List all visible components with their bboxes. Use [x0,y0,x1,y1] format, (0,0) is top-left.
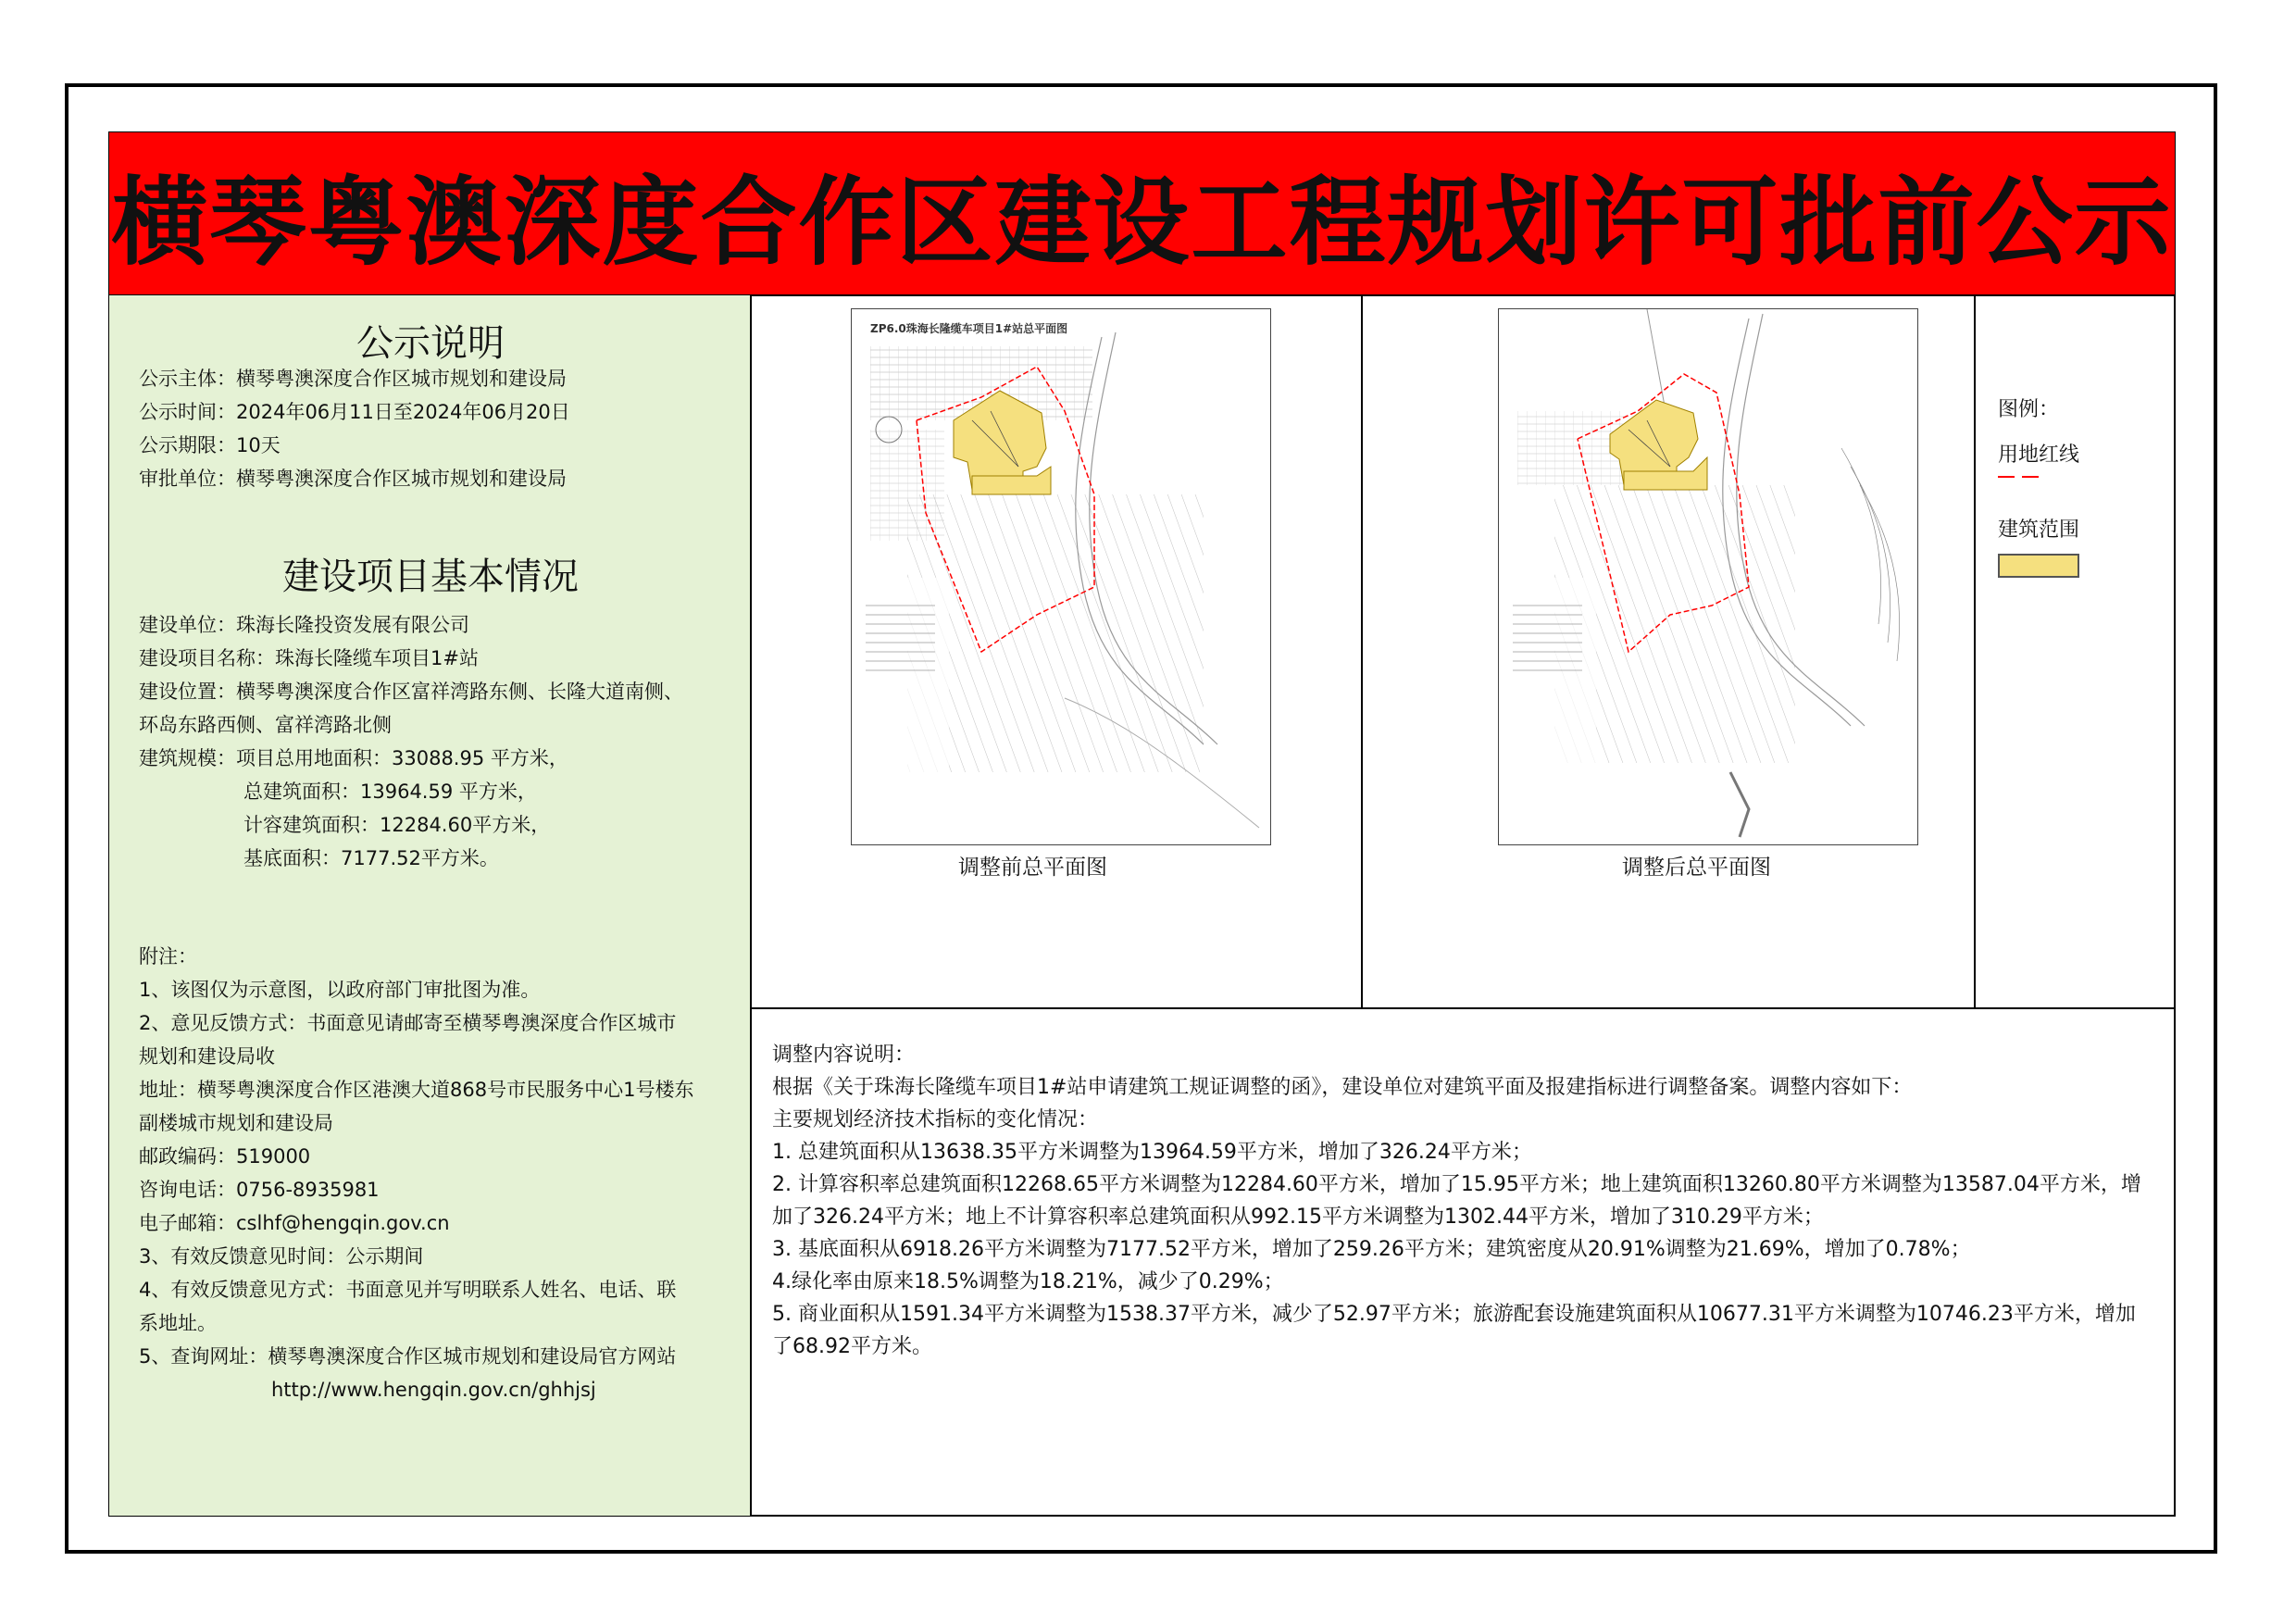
note-item: 规划和建设局收 [139,1045,275,1068]
legend-title: 图例： [1998,398,2060,421]
project-location: 建设位置：横琴粤澳深度合作区富祥湾路东侧、长隆大道南侧、 [139,681,683,703]
adjustment-item: 2. 计算容积率总建筑面积12268.65平方米调整为12284.60平方米，增加了15.95平方米；地上建筑面积13260.80平方米调整为13587.04平方米，增加了326.24平方米；地上不计算容积率总建筑面积从992.15平方米调整为1302.44平方米，增加了310.29平方米； [772,1173,2141,1229]
note-item: 系地址。 [139,1312,217,1334]
note-postcode: 邮政编码：519000 [139,1145,311,1168]
project-location: 环岛东路西侧、富祥湾路北侧 [139,714,392,736]
adjustment-item: 3. 基底面积从6918.26平方米调整为7177.52平方米，增加了259.26平方米；建筑密度从20.91%调整为21.69%，增加了0.78%； [772,1238,1971,1261]
plan-divider [1361,295,1363,1008]
note-phone: 咨询电话：0756-8935981 [139,1179,380,1201]
adjustment-item: 1. 总建筑面积从13638.35平方米调整为13964.59平方米，增加了326.24平方米； [772,1141,1532,1164]
note-email: 电子邮箱：cslhf@hengqin.gov.cn [139,1212,450,1234]
notice-line: 审批单位：横琴粤澳深度合作区城市规划和建设局 [139,468,567,490]
note-address: 副楼城市规划和建设局 [139,1112,333,1134]
section-divider [752,1007,2175,1009]
adjustment-heading: 调整内容说明： [772,1043,916,1067]
project-name: 建设项目名称：珠海长隆缆车项目1#站 [139,647,479,669]
drawing-title: ZP6.0珠海长隆缆车项目1#站总平面图 [870,322,1068,335]
before-plan-caption: 调整前总平面图 [958,856,1107,880]
adjustment-subheading: 主要规划经济技术指标的变化情况： [772,1108,1099,1131]
legend-building-label: 建筑范围 [1998,518,2080,542]
notes-heading: 附注： [139,945,197,968]
after-plan-caption: 调整后总平面图 [1622,856,1771,880]
notice-line: 公示主体：横琴粤澳深度合作区城市规划和建设局 [139,368,567,390]
project-scale: 建筑规模：项目总用地面积：33088.95 平方米， [139,747,568,769]
site-plan-before [851,308,1271,845]
note-item: 4、有效反馈意见方式：书面意见并写明联系人姓名、电话、联 [139,1279,677,1301]
project-scale: 基底面积：7177.52平方米。 [243,847,499,869]
note-address: 地址：横琴粤澳深度合作区港澳大道868号市民服务中心1号楼东 [139,1079,694,1101]
notice-line: 公示时间：2024年06月11日至2024年06月20日 [139,401,570,423]
project-heading: 建设项目基本情况 [282,556,579,598]
site-plan-after [1498,308,1918,845]
website-link[interactable]: http://www.hengqin.gov.cn/ghhjsj [271,1379,596,1401]
building-swatch [1998,554,2079,578]
note-item: 3、有效反馈意见时间：公示期间 [139,1245,424,1268]
adjustment-section [772,1039,2150,1363]
note-item: 1、该图仅为示意图，以政府部门审批图为准。 [139,979,541,1001]
page-title: 横琴粤澳深度合作区建设工程规划许可批前公示 [111,165,2173,279]
info-panel [109,295,752,1516]
project-scale: 计容建筑面积：12284.60平方米， [243,814,551,836]
project-scale: 总建筑面积：13964.59 平方米， [243,781,537,803]
title-banner [109,132,2175,296]
notice-heading: 公示说明 [356,322,505,365]
legend-red-line-label: 用地红线 [1998,443,2080,467]
note-item: 5、查询网址：横琴粤澳深度合作区城市规划和建设局官方网站 [139,1345,677,1368]
adjustment-intro: 根据《关于珠海长隆缆车项目1#站申请建筑工规证调整的函》，建设单位对建筑平面及报建指标进行调整备案。调整内容如下： [772,1076,1913,1099]
adjustment-item: 4.绿化率由原来18.5%调整为18.21%，减少了0.29%； [772,1270,1284,1293]
adjustment-item: 5. 商业面积从1591.34平方米调整为1538.37平方米，减少了52.97平方米；旅游配套设施建筑面积从10677.31平方米调整为10746.23平方米，增加了68.92平方米。 [772,1303,2136,1358]
legend-divider [1974,295,1976,1008]
notice-line: 公示期限：10天 [139,434,281,456]
note-item: 2、意见反馈方式：书面意见请邮寄至横琴粤澳深度合作区城市 [139,1012,677,1034]
red-line-swatch [1998,474,2044,480]
project-unit: 建设单位：珠海长隆投资发展有限公司 [139,614,469,636]
